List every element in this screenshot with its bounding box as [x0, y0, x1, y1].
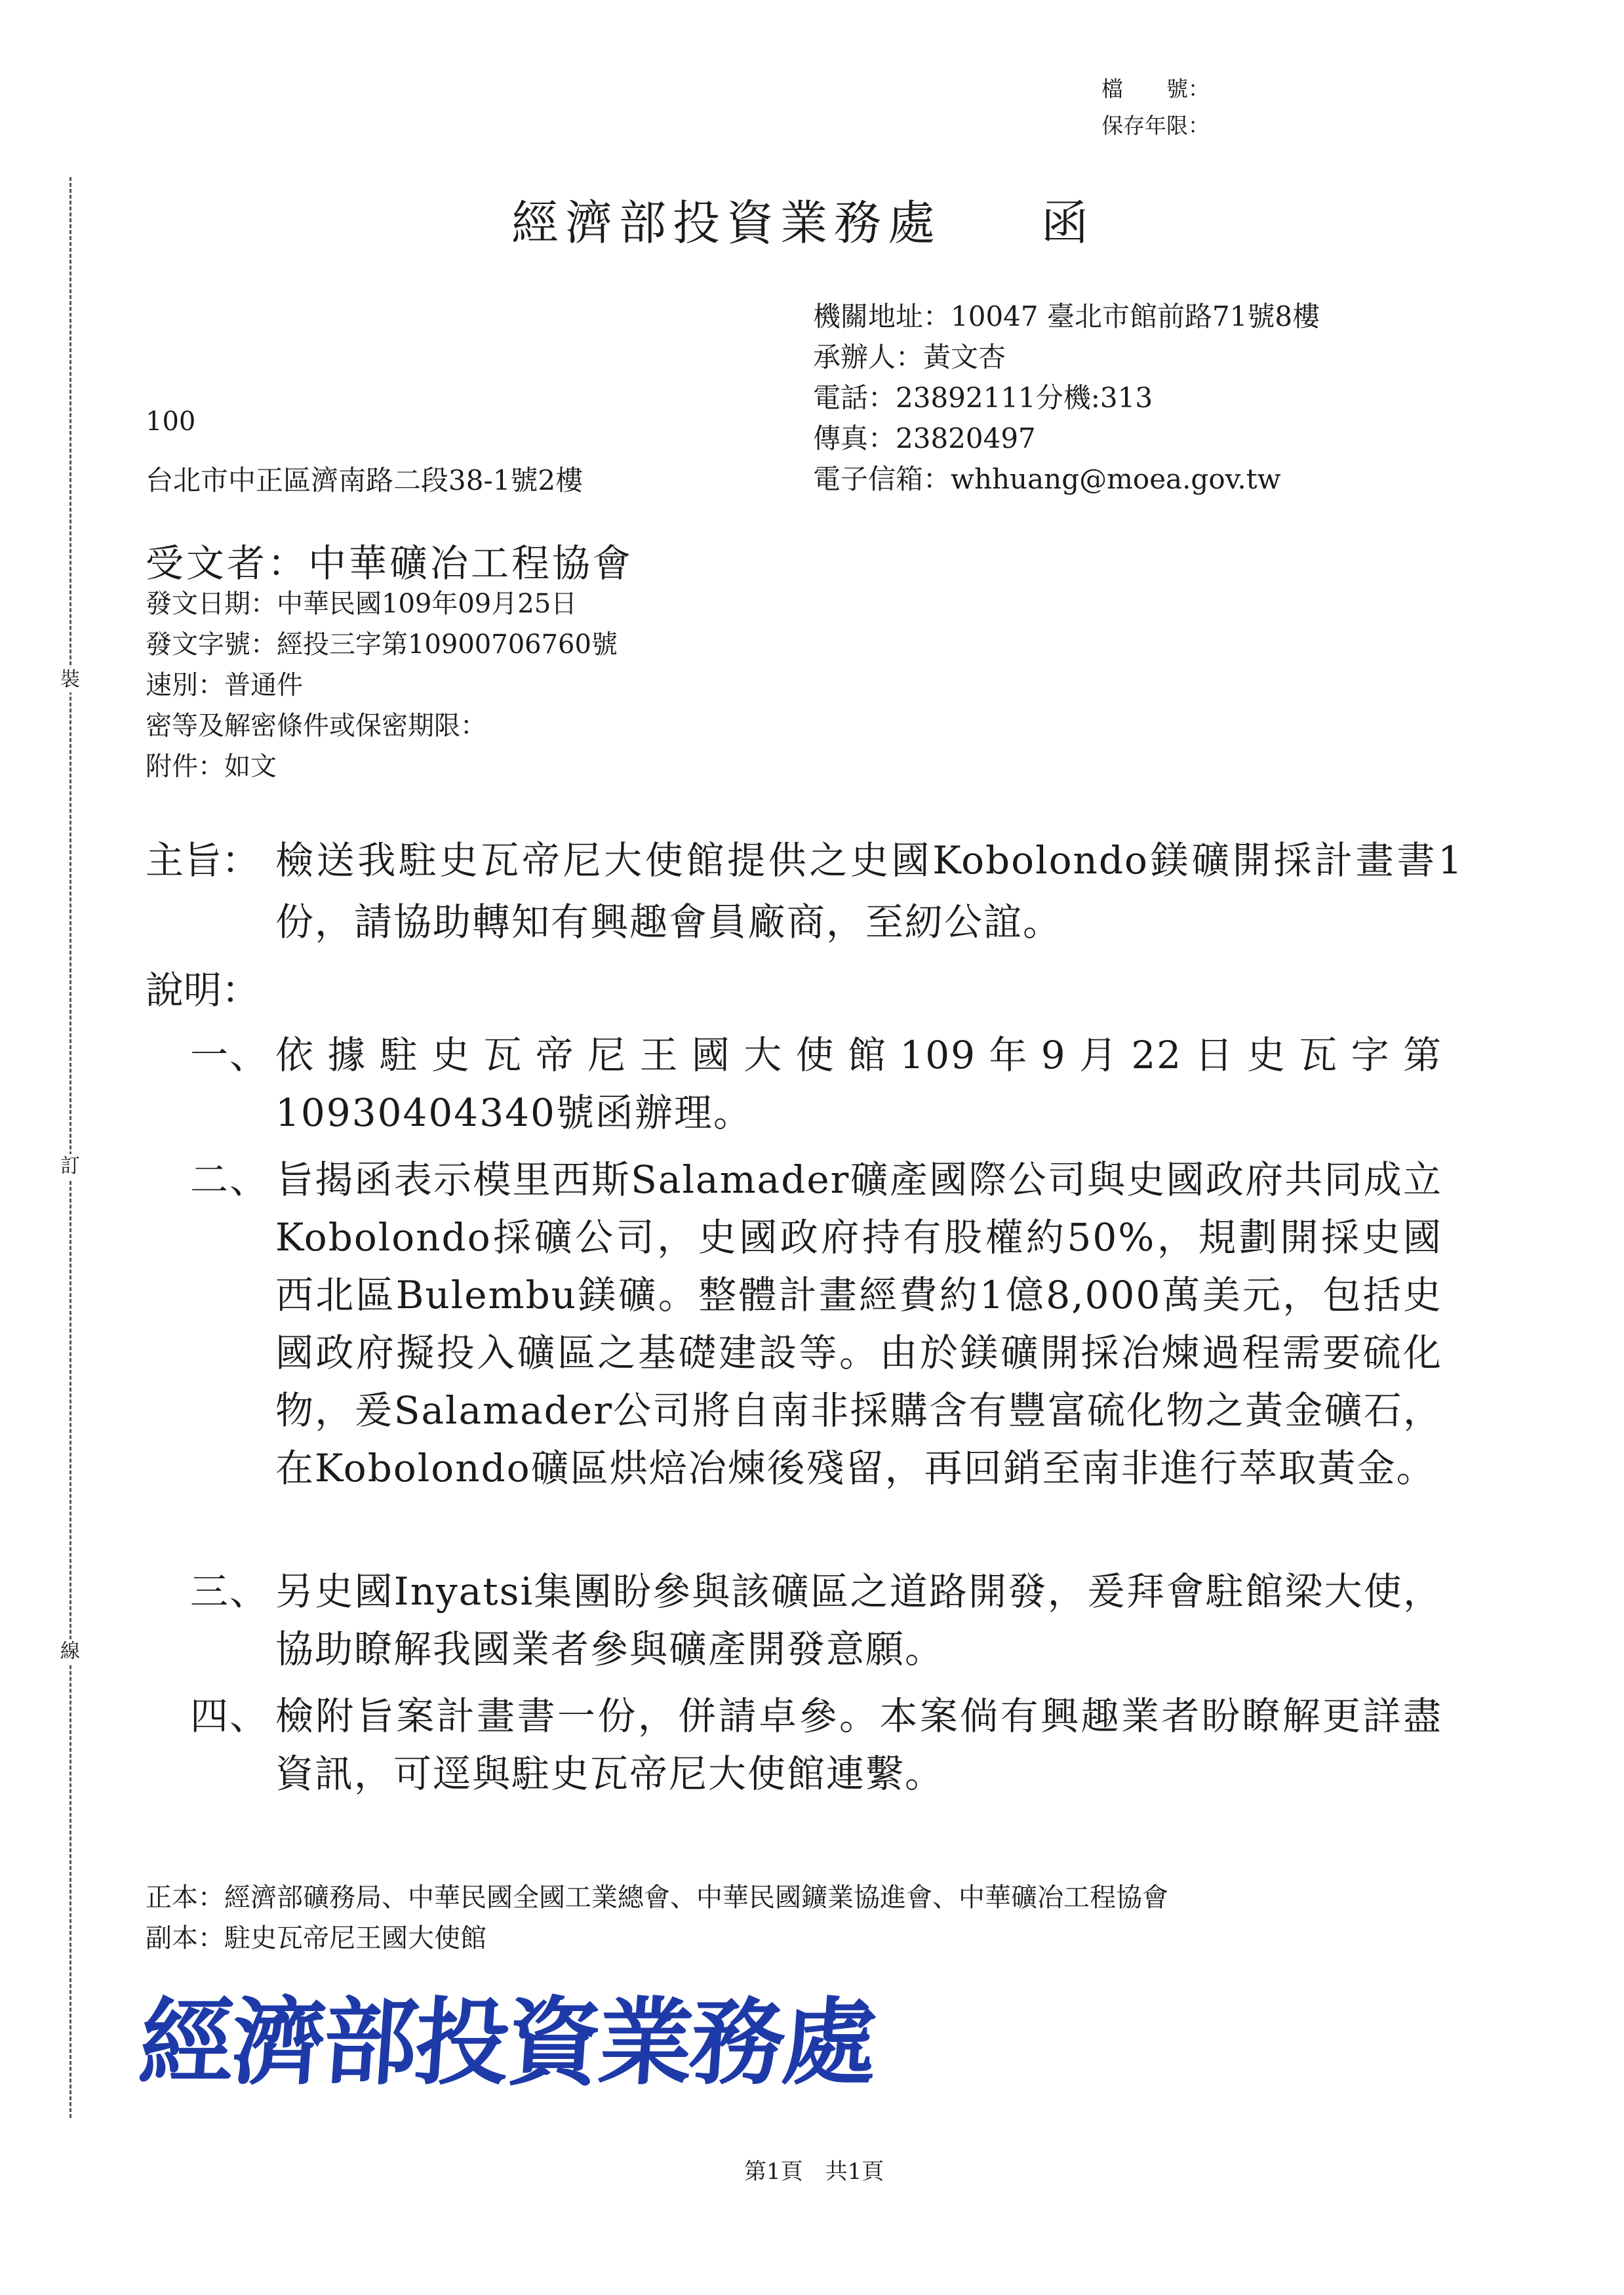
recipient: 受文者：中華礦冶工程協會 — [146, 541, 634, 586]
document-number: 發文字號：經投三字第10900706760號 — [146, 629, 618, 660]
binding-char-ding: 訂 — [60, 1155, 80, 1178]
archive-fields — [1101, 71, 1210, 144]
binding-char-zhuang: 裝 — [60, 668, 80, 691]
main-recipients: 正本：經濟部礦務局、中華民國全國工業總會、中華民國鑛業協進會、中華礦冶工程協會 — [146, 1883, 1168, 1913]
file-number-label: 檔 號： — [1101, 76, 1210, 102]
issue-date: 發文日期：中華民國109年09月25日 — [146, 589, 578, 619]
sender-email: 電子信箱：whhuang@moea.gov.tw — [813, 463, 1281, 495]
subject-section — [146, 829, 1463, 953]
binding-margin-line — [69, 177, 71, 2118]
item-text: 檢附旨案計畫書一份，併請卓參。本案倘有興趣業者盼瞭解更詳盡資訊，可逕與駐史瓦帝尼大使館連繫。 — [275, 1694, 1442, 1796]
item-text: 依據駐史瓦帝尼王國大使館109年9月22日史瓦字第10930404340號函辦理。 — [275, 1033, 1442, 1135]
explanation-item — [190, 1687, 1442, 1803]
recipient-address: 台北市中正區濟南路二段38-1號2樓 — [146, 464, 584, 496]
item-text: 另史國Inyatsi集團盼參與該礦區之道路開發，爰拜會駐館梁大使，協助瞭解我國業者參與礦產開發意願。 — [275, 1569, 1442, 1671]
item-number: 四、 — [190, 1694, 269, 1738]
item-number: 一、 — [190, 1033, 269, 1077]
secrecy-level: 密等及解密條件或保密期限： — [146, 711, 486, 741]
item-number: 三、 — [190, 1569, 269, 1614]
explanation-item — [190, 1563, 1442, 1678]
sender-contact: 承辦人：黃文杏 — [813, 341, 1006, 373]
distribution-list — [146, 1877, 1168, 1959]
explanation-item — [190, 1026, 1442, 1142]
document-meta — [146, 584, 618, 787]
copy-recipients: 副本：駐史瓦帝尼王國大使館 — [146, 1923, 486, 1953]
sender-address: 機關地址：10047 臺北市館前路71號8樓 — [813, 300, 1320, 332]
document-type: 函 — [1041, 195, 1089, 250]
subject-label: 主旨： — [146, 838, 260, 883]
item-number: 二、 — [190, 1157, 269, 1202]
attachment: 附件：如文 — [146, 751, 277, 782]
agency-seal: 經濟部投資業務處 — [136, 1987, 879, 2098]
explanation-item — [190, 1151, 1442, 1497]
subject-text: 檢送我駐史瓦帝尼大使館提供之史國Kobolondo鎂礦開採計畫書1份，請協助轉知有興趣會員廠商，至紉公誼。 — [275, 838, 1463, 944]
explanation-label: 說明： — [146, 968, 260, 1012]
speed-class: 速別：普通件 — [146, 670, 303, 700]
recipient-zip: 100 — [146, 407, 196, 437]
sender-fax: 傳真：23820497 — [813, 422, 1036, 454]
sender-phone: 電話：23892111分機:313 — [813, 382, 1153, 414]
item-text: 旨揭函表示模里西斯Salamader礦產國際公司與史國政府共同成立Kobolondo採礦公司，史國政府持有股權約50%，規劃開採史國西北區Bulembu鎂礦。整體計畫經費約1億8,000萬美元，包括史國政府擬投入礦區之基礎建設等。由於鎂礦開採冶煉過程需要硫化物，爰Salamader公司將自南非採購含有豐富硫化物之黃金礦石，在Kobolondo礦區烘焙冶煉後殘留，再回銷至南非進行萃取黃金。 — [275, 1157, 1442, 1490]
page-number: 第1頁 共1頁 — [744, 2159, 884, 2185]
retention-period-label: 保存年限： — [1101, 113, 1210, 138]
binding-char-xian: 線 — [60, 1640, 80, 1663]
page-title: 經濟部投資業務處 — [511, 195, 942, 250]
sender-info — [813, 296, 1320, 500]
